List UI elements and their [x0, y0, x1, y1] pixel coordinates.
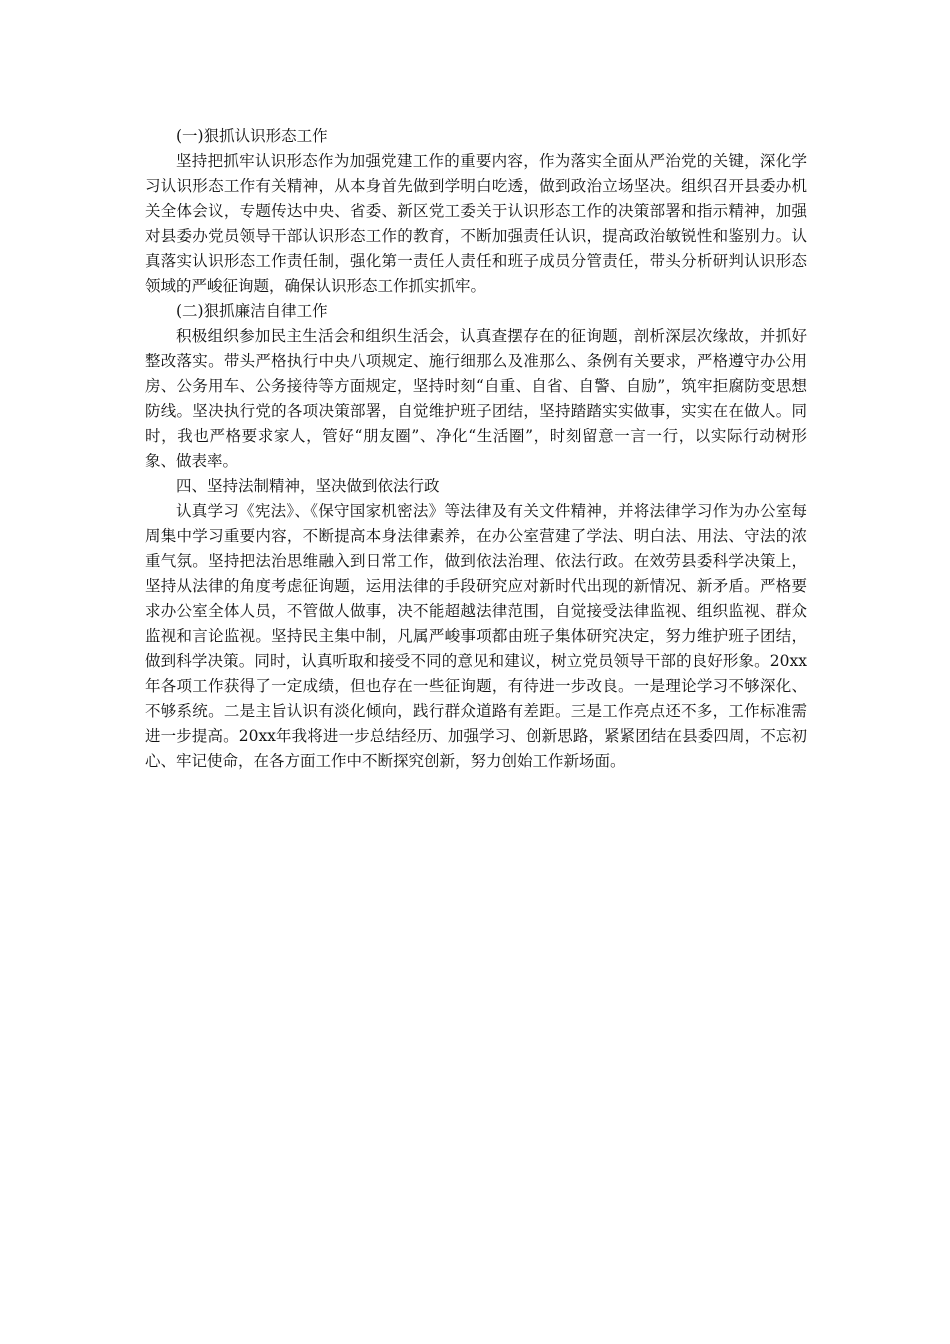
section-heading-ideology: (一)狠抓认识形态工作 [176, 127, 328, 145]
section-heading-integrity: (二)狠抓廉洁自律工作 [176, 302, 328, 320]
section-heading-rule-of-law: 四、坚持法制精神，坚决做到依法行政 [176, 477, 440, 495]
paragraph-ideology: 坚持把抓牢认识形态作为加强党建工作的重要内容，作为落实全面从严治党的关键，深化学习认识形态工作有关精神，从本身首先做到学明白吃透，做到政治立场坚决。组织召开县委办机关全体会议，专题传达中央、省委、新区党工委关于认识形态工作的决策部署和指示精神，加强对县委办党员领导干部认识形态工作的教育，不断加强责任认识，提高政治敏锐性和鉴别力。认真落实认识形态工作责任制，强化第一责任人责任和班子成员分管责任，带头分析研判认识形态领域的严峻征询题，确保认识形态工作抓实抓牢。 [145, 152, 807, 295]
paragraph-integrity: 积极组织参加民主生活会和组织生活会，认真查摆存在的征询题，剖析深层次缘故，并抓好整改落实。带头严格执行中央八项规定、施行细那么及准那么、条例有关要求，严格遵守办公用房、公务用车、公务接待等方面规定，坚持时刻“自重、自省、自警、自励”，筑牢拒腐防变思想防线。坚决执行党的各项决策部署，自觉维护班子团结，坚持踏踏实实做事，实实在在做人。同时，我也严格要求家人，管好“朋友圈”、净化“生活圈”，时刻留意一言一行，以实际行动树形象、做表率。 [145, 327, 807, 470]
document-body [145, 124, 807, 774]
paragraph-rule-of-law: 认真学习《宪法》、《保守国家机密法》等法律及有关文件精神，并将法律学习作为办公室每周集中学习重要内容，不断提高本身法律素养，在办公室营建了学法、明白法、用法、守法的浓重气氛。坚持把法治思维融入到日常工作，做到依法治理、依法行政。在效劳县委科学决策上，坚持从法律的角度考虑征询题，运用法律的手段研究应对新时代出现的新情况、新矛盾。严格要求办公室全体人员，不管做人做事，决不能超越法律范围，自觉接受法律监视、组织监视、群众监视和言论监视。坚持民主集中制，凡属严峻事项都由班子集体研究决定，努力维护班子团结，做到科学决策。同时，认真听取和接受不同的意见和建议，树立党员领导干部的良好形象。20xx年各项工作获得了一定成绩，但也存在一些征询题，有待进一步改良。一是理论学习不够深化、不够系统。二是主旨认识有淡化倾向，践行群众道路有差距。三是工作亮点还不多，工作标准需进一步提高。20xx年我将进一步总结经历、加强学习、创新思路，紧紧团结在县委四周，不忘初心、牢记使命，在各方面工作中不断探究创新，努力创始工作新场面。 [145, 502, 807, 770]
